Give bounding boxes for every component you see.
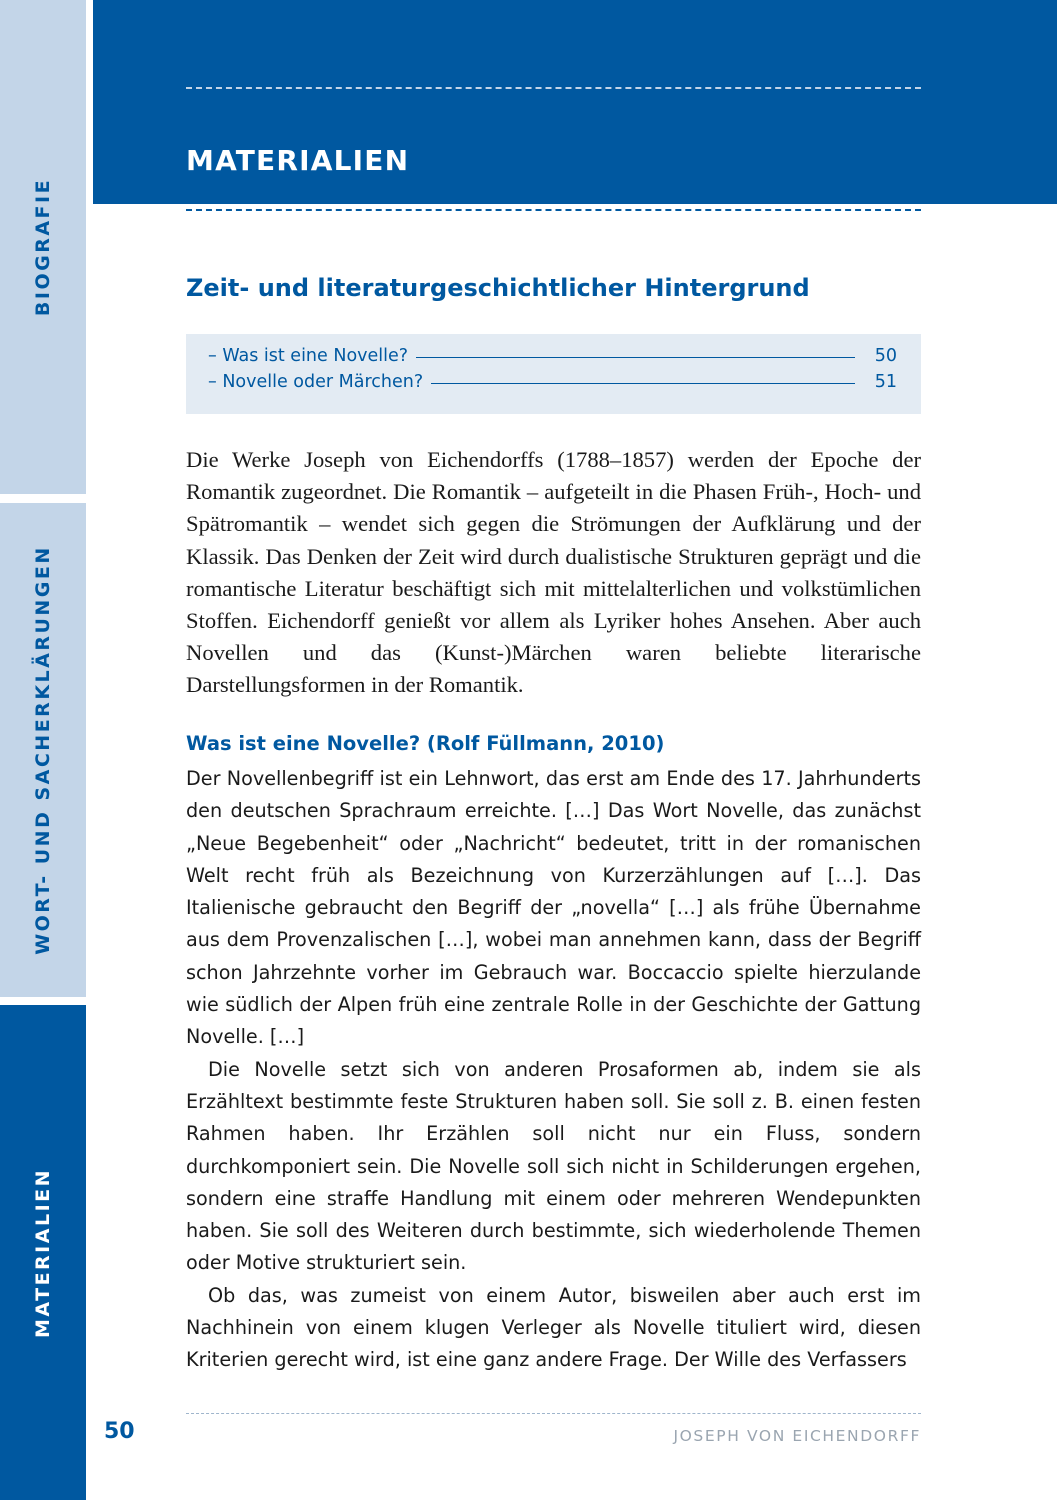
table-of-contents [186,334,921,414]
tab-biografie[interactable] [0,0,86,494]
toc-item-label: – Novelle oder Märchen? [208,372,424,392]
page-number: 50 [104,1419,135,1444]
footer-divider [186,1413,921,1414]
toc-item[interactable] [208,346,897,372]
toc-item-page: 50 [874,346,897,366]
quote-paragraph: Ob das, was zumeist von einem Autor, bisweilen aber auch erst im Nachhinein von einem klugen Verleger als Novelle tituliert wird, diesen Kriterien gerecht wird, ist eine ganz andere Frage. Der Wille des Verfassers [186,1283,921,1372]
quote-body [186,763,921,1377]
toc-item-label: – Was ist eine Novelle? [208,346,409,366]
intro-paragraph: Die Werke Joseph von Eichendorffs (1788–1857) werden der Epoche der Romantik zugeordnet. Die Romantik – aufgeteilt in die Phasen Früh-, Hoch- und Spätromantik – wendet sich gegen die Strömungen der Aufklärung und der Klassik. Das Denken der Zeit wird durch dualistische Strukturen geprägt und die romantische Literatur beschäftigt sich mit mittelalterlichen und volkstümlichen Stoffen. Eichendorff genießt vor allem als Lyriker hohes Ansehen. Aber auch Novellen und das (Kunst-)Märchen waren beliebte literarische Darstellungsformen in der Romantik. [186,447,921,698]
section-title: MATERIALIEN [186,144,410,177]
tab-wort-und-sacherklaerungen[interactable] [0,503,86,997]
chapter-subtitle: Zeit- und literaturgeschichtlicher Hintergrund [186,274,810,302]
toc-leader-line [416,357,855,358]
quote-paragraph: Die Novelle setzt sich von anderen Prosaformen ab, indem sie als Erzähltext bestimmte feste Strukturen haben soll. Sie soll z. B. einen festen Rahmen haben. Ihr Erzählen soll nicht nur ein Fluss, sondern durchkomponiert sein. Die Novelle soll sich nicht in Schilderungen ergehen, sondern eine straffe Handlung mit einem oder mehreren Wendepunkten haben. Sie soll des Weiteren durch bestimmte, sich wiederholende Themen oder Motive strukturiert sein. [186,1057,921,1275]
quote-paragraph: Der Novellenbegriff ist ein Lehnwort, das erst am Ende des 17. Jahrhunderts den deutschen Sprachraum erreichte. […] Das Wort Novelle, das zunächst „Neue Begebenheit“ oder „Nachricht“ bedeutet, tritt in der romanischen Welt recht früh als Bezeichnung von Kurzerzählungen auf […]. Das Italienische gebraucht den Begriff der „novella“ […] als frühe Übernahme aus dem Provenzalischen […], wobei man annehmen kann, dass der Begriff schon Jahrzehnte vorher im Gebrauch war. Boccaccio spielte hierzulande wie südlich der Alpen früh eine zentrale Rolle in der Geschichte der Gattung Novelle. […] [186,767,921,1049]
sidebar [0,0,86,1500]
header-divider-top [186,87,921,89]
running-head: JOSEPH VON EICHENDORFF [673,1427,921,1445]
tab-materialien[interactable] [0,1005,86,1500]
toc-leader-line [431,383,855,384]
quote-heading: Was ist eine Novelle? (Rolf Füllmann, 2010) [186,732,665,755]
toc-item-page: 51 [874,372,897,392]
tab-biografie-label: BIOGRAFIE [32,177,55,317]
tab-materialien-label: MATERIALIEN [32,1167,55,1338]
toc-item[interactable] [208,372,897,398]
tab-wort-label: WORT- UND SACHERKLÄRUNGEN [32,545,54,955]
header-divider-bottom [186,209,921,211]
